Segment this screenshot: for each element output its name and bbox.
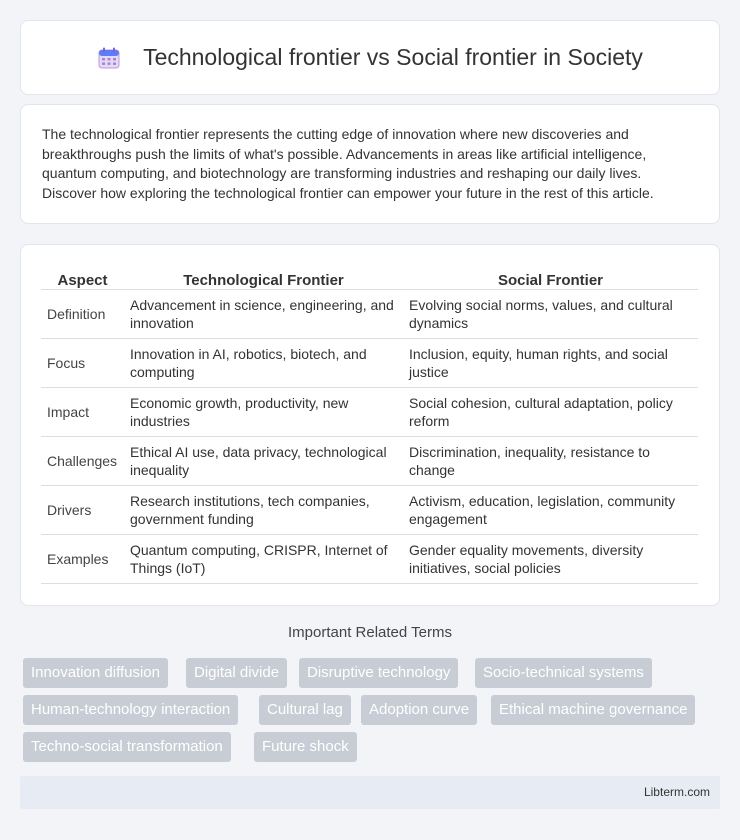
related-term-tag[interactable]: Digital divide	[186, 658, 287, 688]
table-header-row	[41, 267, 698, 290]
technological-cell: Economic growth, productivity, new industries	[124, 388, 403, 437]
table-row	[41, 535, 698, 584]
aspect-cell: Impact	[41, 388, 124, 437]
social-cell: Gender equality movements, diversity initiatives, social policies	[403, 535, 698, 584]
related-term-tag[interactable]: Innovation diffusion	[23, 658, 168, 688]
social-cell: Evolving social norms, values, and cultural dynamics	[403, 290, 698, 339]
social-cell: Inclusion, equity, human rights, and social justice	[403, 339, 698, 388]
intro-card	[20, 104, 720, 224]
related-term-tag[interactable]: Techno-social transformation	[23, 732, 231, 762]
table-row	[41, 437, 698, 486]
comparison-table-card	[20, 244, 720, 606]
footer-site-link[interactable]: Libterm.com	[643, 785, 710, 799]
aspect-cell: Definition	[41, 290, 124, 339]
related-terms-title: Important Related Terms	[288, 624, 452, 641]
social-cell: Activism, education, legislation, community engagement	[403, 486, 698, 535]
header-card	[20, 20, 720, 95]
related-term-tag[interactable]: Adoption curve	[361, 695, 477, 725]
table-row	[41, 290, 698, 339]
related-term-tag[interactable]: Human-technology interaction	[23, 695, 238, 725]
aspect-cell: Examples	[41, 535, 124, 584]
technological-cell: Advancement in science, engineering, and innovation	[124, 290, 403, 339]
intro-paragraph: The technological frontier represents the cutting edge of innovation where new discoveries and breakthroughs push the limits of what's possible. Advancements in areas like artificial intelligence, quantum computing, and biotechnology are transforming industries and reshaping our daily lives. Discover how exploring the technological frontier can empower your future in the rest of this article.	[42, 126, 654, 201]
aspect-cell: Drivers	[41, 486, 124, 535]
related-term-tag[interactable]: Disruptive technology	[299, 658, 458, 688]
table-row	[41, 388, 698, 437]
comparison-table	[41, 267, 698, 584]
aspect-cell: Focus	[41, 339, 124, 388]
social-cell: Social cohesion, cultural adaptation, policy reform	[403, 388, 698, 437]
related-term-tag[interactable]: Socio-technical systems	[475, 658, 652, 688]
calendar-icon	[97, 46, 121, 70]
related-term-tag[interactable]: Future shock	[254, 732, 357, 762]
technological-cell: Innovation in AI, robotics, biotech, and computing	[124, 339, 403, 388]
technological-cell: Quantum computing, CRISPR, Internet of Things (IoT)	[124, 535, 403, 584]
related-term-tag[interactable]: Ethical machine governance	[491, 695, 695, 725]
header-aspect: Aspect	[41, 267, 124, 290]
technological-cell: Research institutions, tech companies, government funding	[124, 486, 403, 535]
table-row	[41, 339, 698, 388]
aspect-cell: Challenges	[41, 437, 124, 486]
page-title: Technological frontier vs Social frontier in Society	[143, 44, 643, 70]
table-row	[41, 486, 698, 535]
technological-cell: Ethical AI use, data privacy, technological inequality	[124, 437, 403, 486]
header-social-frontier: Social Frontier	[403, 267, 698, 290]
footer	[20, 776, 720, 809]
social-cell: Discrimination, inequality, resistance to change	[403, 437, 698, 486]
related-term-tag[interactable]: Cultural lag	[259, 695, 351, 725]
header-technological-frontier: Technological Frontier	[124, 267, 403, 290]
